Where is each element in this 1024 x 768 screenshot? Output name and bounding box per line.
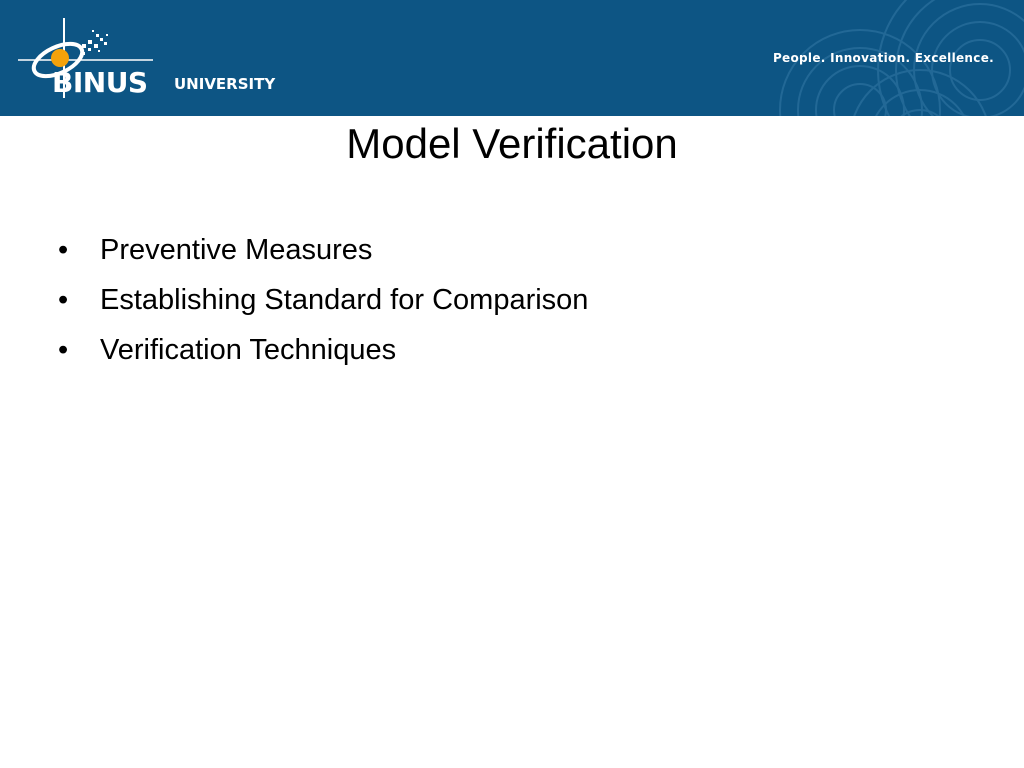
binus-university-logo	[18, 14, 318, 104]
bullet-item	[58, 278, 588, 328]
bullet-item	[58, 328, 588, 378]
bullet-text: Preventive Measures	[100, 234, 373, 266]
bullet-dot: •	[58, 334, 69, 366]
bullet-dot: •	[58, 234, 69, 266]
bullet-item	[58, 228, 588, 278]
header-band	[0, 0, 1024, 116]
bullet-list	[58, 228, 588, 378]
bullet-text: Establishing Standard for Comparison	[100, 284, 589, 316]
bullet-text: Verification Techniques	[100, 334, 397, 366]
bullet-dot: •	[58, 284, 69, 316]
logo-sub-text: UNIVERSITY	[174, 75, 276, 93]
logo-brand-text: BINUS	[52, 66, 148, 99]
slide-title: Model Verification	[346, 120, 678, 167]
tagline: People. Innovation. Excellence.	[772, 51, 994, 65]
